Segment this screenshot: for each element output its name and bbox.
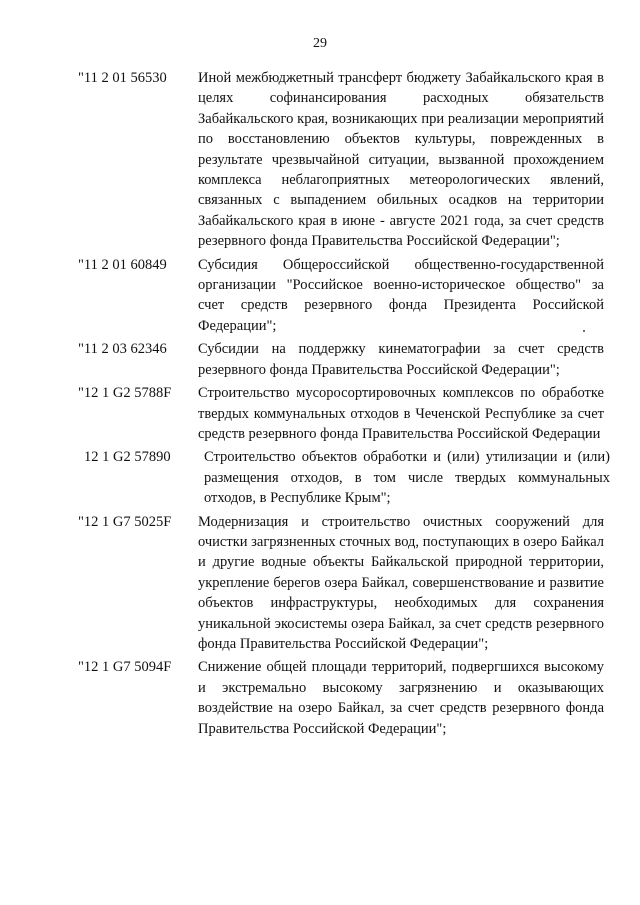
budget-code-description: Субсидия Общероссийской общественно-государственной организации "Российское военно-историческое общество" за счет средств резервного фонда Президента Российской Федерации"; — [198, 256, 604, 334]
list-item — [78, 447, 610, 508]
list-item — [78, 68, 604, 252]
list-item — [78, 339, 604, 380]
budget-code: "12 1 G2 5788F — [78, 385, 172, 402]
budget-code: "11 2 01 56530 — [78, 70, 167, 86]
page-number: 29 — [313, 36, 327, 51]
budget-code-description: Снижение общей площади территорий, подвергшихся высокому и экстремально высокому загрязнению и оказывающих воздействие на озеро Байкал, за счет средств резервного фонда Правительства Российской Федерации"; — [198, 659, 604, 737]
budget-codes-list — [78, 68, 610, 739]
budget-code: "12 1 G7 5094F — [78, 659, 172, 676]
budget-code-description: Иной межбюджетный трансферт бюджету Забайкальского края в целях софинансирования расходных обязательств Забайкальского края, возникающих при реализации мероприятий по восстановлению объектов культуры, поврежденных в результате чрезвычайной ситуации, вызванной прохождением комплекса неблагоприятных метеорологических явлений, связанных с выпадением обильных осадков на территории Забайкальского края в июне - августе 2021 года, за счет средств резервного фонда Правительства Российской Федерации"; — [198, 70, 604, 250]
list-item — [78, 255, 604, 337]
budget-code: 12 1 G2 57890 — [84, 449, 171, 466]
budget-code: "11 2 03 62346 — [78, 341, 167, 358]
budget-code-description: Модернизация и строительство очистных сооружений для очистки загрязненных сточных вод, поступающих в озеро Байкал и другие водные объекты Байкальской природной территории, укрепление берегов озера Байкал, совершенствование и развитие объектов инфраструктуры, необходимых для сохранения уникальной экосистемы озера Байкал, за счет средств резервного фонда Правительства Российской Федерации"; — [198, 513, 604, 652]
budget-code-description: Строительство объектов обработки и (или) утилизации и (или) размещения отходов, в том числе твердых коммунальных отходов, в Республике Крым"; — [204, 449, 610, 507]
budget-code-description: Строительство мусоросортировочных комплексов по обработке твердых коммунальных отходов в Чеченской Республике за счет средств резервного фонда Правительства Российской Федерации — [198, 385, 604, 442]
list-item — [78, 383, 604, 444]
budget-code: "12 1 G7 5025F — [78, 513, 172, 530]
list-item — [78, 657, 604, 739]
list-item — [78, 512, 604, 655]
scan-speck — [583, 330, 585, 332]
budget-code: "11 2 01 60849 — [78, 256, 167, 273]
budget-code-description: Субсидии на поддержку кинематографии за счет средств резервного фонда Правительства Российской Федерации"; — [198, 341, 604, 378]
